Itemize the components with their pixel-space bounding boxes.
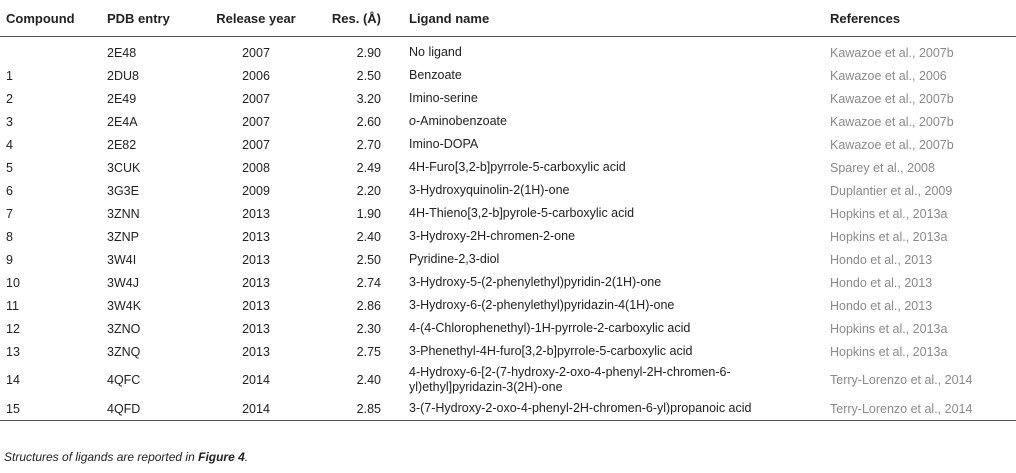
header-spacer	[381, 0, 403, 37]
table-body	[0, 37, 1016, 421]
cell-resolution: 2.50	[356, 252, 381, 267]
cell-release-year: 2007	[242, 91, 270, 106]
cell-spacer	[381, 110, 403, 133]
cell-compound: 1	[6, 68, 13, 83]
table-row	[0, 87, 1016, 110]
ligand-text: 4-(4-Chlorophenethyl)-1H-pyrrole-2-carboxylic acid	[409, 321, 691, 335]
footnote-text: Structures of ligands are reported in	[4, 450, 199, 464]
cell-pdb-entry: 3CUK	[107, 160, 141, 175]
ligand-text: 4H-Thieno[3,2-b]pyrole-5-carboxylic acid	[409, 206, 635, 220]
cell-compound: 6	[6, 183, 13, 198]
cell-compound: 4	[6, 137, 13, 152]
cell-ligand-name	[403, 397, 824, 421]
table-footnote	[4, 450, 248, 464]
cell-spacer	[381, 87, 403, 110]
cell-resolution: 2.50	[356, 68, 381, 83]
cell-compound: 2	[6, 91, 13, 106]
cell-ligand-name	[403, 133, 824, 156]
cell-reference-link[interactable]: Duplantier et al., 2009	[830, 183, 953, 198]
cell-release-year: 2014	[242, 373, 270, 387]
table-row	[0, 363, 1016, 397]
cell-compound: 14	[6, 373, 20, 387]
cell-release-year: 2007	[242, 45, 270, 60]
cell-release-year: 2009	[242, 183, 270, 198]
cell-pdb-entry: 4QFD	[101, 397, 201, 421]
cell-ligand-name	[403, 37, 824, 65]
cell-spacer	[381, 156, 403, 179]
cell-pdb-entry: 2E4A	[107, 114, 138, 129]
cell-release-year: 2013	[242, 206, 270, 221]
cell-spacer	[381, 340, 403, 363]
cell-reference-link[interactable]: Hopkins et al., 2013a	[830, 321, 948, 336]
footnote-figure-link[interactable]: Figure 4	[198, 450, 245, 464]
cell-release-year: 2008	[242, 160, 270, 175]
cell-ligand-name	[403, 225, 824, 248]
cell-spacer	[381, 294, 403, 317]
cell-spacer	[381, 363, 403, 397]
table-row	[0, 110, 1016, 133]
cell-spacer	[381, 248, 403, 271]
ligand-text: 3-Hydroxy-2H-chromen-2-one	[409, 229, 576, 243]
ligand-text: No ligand	[409, 45, 462, 59]
cell-release-year: 2013	[242, 321, 270, 336]
cell-compound: 9	[6, 252, 13, 267]
cell-resolution: 2.90	[356, 45, 381, 60]
cell-spacer	[381, 271, 403, 294]
cell-pdb-entry: 3ZNO	[107, 321, 141, 336]
ligand-text: 3-Hydroxyquinolin-2(1H)-one	[409, 183, 570, 197]
cell-release-year: 2013	[242, 229, 270, 244]
cell-reference-link[interactable]: Kawazoe et al., 2007b	[830, 137, 954, 152]
cell-release-year: 2006	[242, 68, 270, 83]
cell-pdb-entry: 2E48	[107, 45, 137, 60]
table-row	[0, 156, 1016, 179]
ligand-text: 3-Hydroxy-6-(2-phenylethyl)pyridazin-4(1H)-one	[409, 298, 675, 312]
cell-pdb-entry: 2DU8	[107, 68, 139, 83]
cell-ligand-name	[403, 294, 824, 317]
cell-pdb-entry: 2E82	[107, 137, 137, 152]
cell-reference-link[interactable]: Kawazoe et al., 2007b	[830, 45, 954, 60]
header-ligand-name: Ligand name	[403, 0, 824, 37]
table-row	[0, 294, 1016, 317]
cell-ligand-name	[403, 64, 824, 87]
cell-ligand-name	[403, 156, 824, 179]
cell-reference-link[interactable]: Hondo et al., 2013	[830, 275, 933, 290]
cell-release-year: 2014	[201, 397, 311, 421]
cell-spacer	[381, 225, 403, 248]
cell-reference-link[interactable]: Hondo et al., 2013	[830, 298, 933, 313]
ligand-text: Benzoate	[409, 68, 462, 82]
cell-ligand-name	[403, 340, 824, 363]
cell-resolution: 2.49	[356, 160, 381, 175]
cell-ligand-name	[403, 87, 824, 110]
footnote-end: .	[244, 450, 249, 464]
cell-reference-link[interactable]: Kawazoe et al., 2007b	[830, 91, 954, 106]
cell-resolution: 1.90	[356, 206, 381, 221]
cell-resolution: 2.30	[356, 321, 381, 336]
cell-ligand-name	[403, 110, 824, 133]
cell-spacer	[381, 64, 403, 87]
cell-reference-link[interactable]: Hopkins et al., 2013a	[830, 206, 948, 221]
cell-resolution: 2.20	[356, 183, 381, 198]
ligand-text: 4-Hydroxy-6-[2-(7-hydroxy-2-oxo-4-phenyl-2H-chromen-6-yl)ethyl]pyridazin-3(2H)-one	[409, 365, 731, 394]
cell-resolution: 2.40	[356, 373, 381, 387]
cell-resolution: 2.70	[356, 137, 381, 152]
cell-compound: 12	[6, 321, 20, 336]
cell-ligand-name	[403, 202, 824, 225]
cell-spacer	[381, 397, 403, 421]
cell-release-year: 2013	[242, 275, 270, 290]
cell-release-year: 2013	[242, 252, 270, 267]
table-row	[0, 64, 1016, 87]
cell-reference-link[interactable]: Terry-Lorenzo et al., 2014	[824, 397, 1016, 421]
cell-pdb-entry: 3W4I	[107, 252, 137, 267]
cell-resolution: 2.40	[356, 229, 381, 244]
cell-ligand-name	[403, 317, 824, 340]
ligand-text: 3-Phenethyl-4H-furo[3,2-b]pyrrole-5-carboxylic acid	[409, 344, 693, 358]
ligand-text: 4H-Furo[3,2-b]pyrrole-5-carboxylic acid	[409, 160, 626, 174]
cell-reference-link[interactable]: Hopkins et al., 2013a	[830, 344, 948, 359]
cell-resolution: 2.75	[356, 344, 381, 359]
cell-compound: 15	[0, 397, 101, 421]
table-row	[0, 340, 1016, 363]
cell-ligand-name	[403, 363, 824, 397]
cell-ligand-name	[403, 179, 824, 202]
cell-compound: 3	[6, 114, 13, 129]
ligand-text: Pyridine-2,3-diol	[409, 252, 500, 266]
cell-pdb-entry: 3ZNP	[107, 229, 139, 244]
table-row	[0, 37, 1016, 65]
header-resolution: Res. (Å)	[311, 0, 381, 37]
cell-reference-link[interactable]: Terry-Lorenzo et al., 2014	[830, 373, 973, 387]
table-row	[0, 397, 1016, 421]
cell-compound	[0, 37, 101, 65]
cell-reference-link[interactable]: Hondo et al., 2013	[830, 252, 933, 267]
table-row	[0, 133, 1016, 156]
cell-reference-link[interactable]: Kawazoe et al., 2006	[830, 68, 947, 83]
cell-pdb-entry: 4QFC	[107, 373, 141, 387]
cell-spacer	[381, 317, 403, 340]
cell-resolution: 2.60	[356, 114, 381, 129]
cell-compound: 8	[6, 229, 13, 244]
cell-compound: 5	[6, 160, 13, 175]
cell-spacer	[381, 133, 403, 156]
cell-compound: 13	[6, 344, 20, 359]
cell-ligand-name	[403, 248, 824, 271]
header-release-year: Release year	[201, 0, 311, 37]
cell-reference-link[interactable]: Kawazoe et al., 2007b	[830, 114, 954, 129]
cell-reference-link[interactable]: Hopkins et al., 2013a	[830, 229, 948, 244]
table-header-row	[0, 0, 1016, 37]
cell-spacer	[381, 37, 403, 65]
cell-resolution: 2.74	[356, 275, 381, 290]
table-row	[0, 225, 1016, 248]
cell-resolution: 2.86	[356, 298, 381, 313]
cell-resolution: 3.20	[356, 91, 381, 106]
ligand-text: 3-(7-Hydroxy-2-oxo-4-phenyl-2H-chromen-6-yl)propanoic acid	[409, 401, 752, 415]
cell-pdb-entry: 3G3E	[107, 183, 139, 198]
ligand-text: 3-Hydroxy-5-(2-phenylethyl)pyridin-2(1H)-one	[409, 275, 662, 289]
cell-spacer	[381, 202, 403, 225]
cell-ligand-name	[403, 271, 824, 294]
cell-release-year: 2013	[242, 298, 270, 313]
header-references: References	[824, 0, 1016, 37]
ligand-text: Imino-DOPA	[409, 137, 479, 151]
cell-release-year: 2013	[242, 344, 270, 359]
cell-compound: 11	[6, 298, 19, 313]
cell-pdb-entry: 3W4K	[107, 298, 142, 313]
ligand-text: Imino-serine	[409, 91, 478, 105]
cell-release-year: 2007	[242, 114, 270, 129]
table-row	[0, 179, 1016, 202]
cell-reference-link[interactable]: Sparey et al., 2008	[830, 160, 935, 175]
cell-release-year: 2007	[242, 137, 270, 152]
table-row	[0, 202, 1016, 225]
cell-compound: 10	[6, 275, 20, 290]
cell-resolution: 2.85	[311, 397, 381, 421]
ligand-text: -Aminobenzoate	[415, 114, 507, 128]
cell-pdb-entry: 3ZNN	[107, 206, 140, 221]
ligand-prefix: o	[409, 114, 416, 128]
header-pdb-entry: PDB entry	[101, 0, 201, 37]
cell-pdb-entry: 3ZNQ	[107, 344, 141, 359]
header-compound: Compound	[0, 0, 101, 37]
cell-pdb-entry: 2E49	[107, 91, 137, 106]
cell-pdb-entry: 3W4J	[107, 275, 139, 290]
table-row	[0, 317, 1016, 340]
table-row	[0, 271, 1016, 294]
table-row	[0, 248, 1016, 271]
cell-compound: 7	[6, 206, 13, 221]
cell-spacer	[381, 179, 403, 202]
